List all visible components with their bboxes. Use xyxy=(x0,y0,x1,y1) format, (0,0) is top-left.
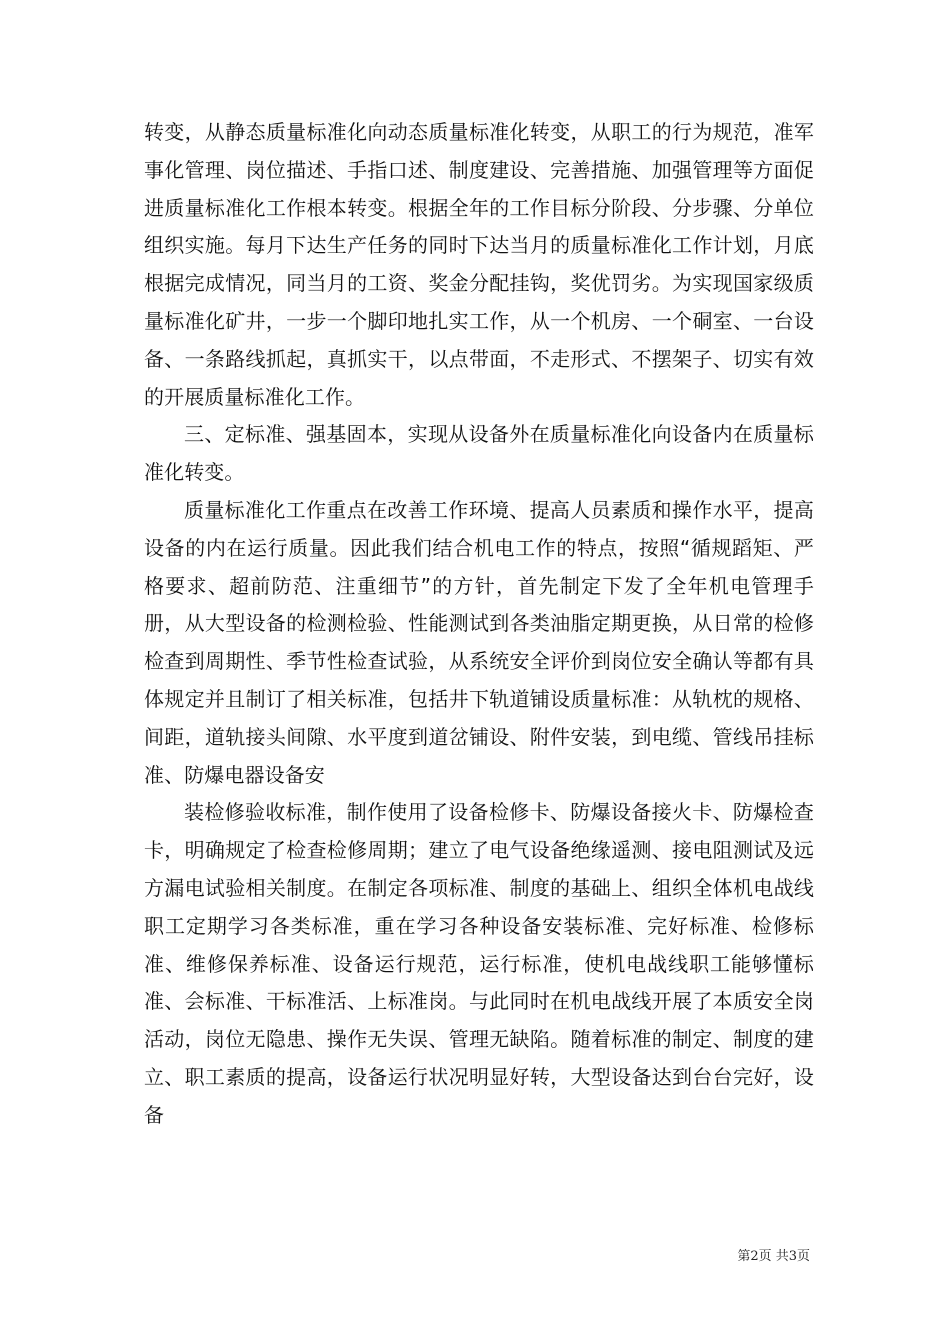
paragraph-continuation: 转变，从静态质量标准化向动态质量标准化转变，从职工的行为规范，准军事化管理、岗位描述、手指口述、制度建设、完善措施、加强管理等方面促进质量标准化工作根本转变。根据全年的工作目标分阶段、分步骤、分单位组织实施。每月下达生产任务的同时下达当月的质量标准化工作计划，月底根据完成情况，同当月的工资、奖金分配挂钩，奖优罚劣。为实现国家级质量标准化矿井，一步一个脚印地扎实工作，从一个机房、一个硐室、一台设备、一条路线抓起，真抓实干，以点带面，不走形式、不摆架子、切实有效的开展质量标准化工作。 xyxy=(144,120,814,409)
section-heading-three: 三、定标准、强基固本，实现从设备外在质量标准化向设备内在质量标准化转变。 xyxy=(144,422,814,485)
document-body xyxy=(144,114,814,1135)
page-number-footer: 第2页 共3页 xyxy=(737,1249,810,1264)
paragraph-standards: 质量标准化工作重点在改善工作环境、提高人员素质和操作水平，提高设备的内在运行质量。因此我们结合机电工作的特点，按照“循规蹈矩、严格要求、超前防范、注重细节”的方针，首先制定下发了全年机电管理手册，从大型设备的检测检验、性能测试到各类油脂定期更换，从日常的检修检查到周期性、季节性检查试验，从系统安全评价到岗位安全确认等都有具体规定并且制订了相关标准，包括井下轨道铺设质量标准：从轨枕的规格、间距，道轨接头间隙、水平度到道岔铺设、附件安装，到电缆、管线吊挂标准、防爆电器设备安 xyxy=(144,497,814,787)
paragraph-inspection: 装检修验收标准，制作使用了设备检修卡、防爆设备接火卡、防爆检查卡，明确规定了检查检修周期；建立了电气设备绝缘遥测、接电阻测试及远方漏电试验相关制度。在制定各项标准、制度的基础上、组织全体机电战线职工定期学习各类标准，重在学习各种设备安装标准、完好标准、检修标准、维修保养标准、设备运行规范，运行标准，使机电战线职工能够懂标准、会标准、干标准活、上标准岗。与此同时在机电战线开展了本质安全岗活动，岗位无隐患、操作无失误、管理无缺陷。随着标准的制定、制度的建立、职工素质的提高，设备运行状况明显好转，大型设备达到台台完好，设备 xyxy=(144,800,814,1127)
